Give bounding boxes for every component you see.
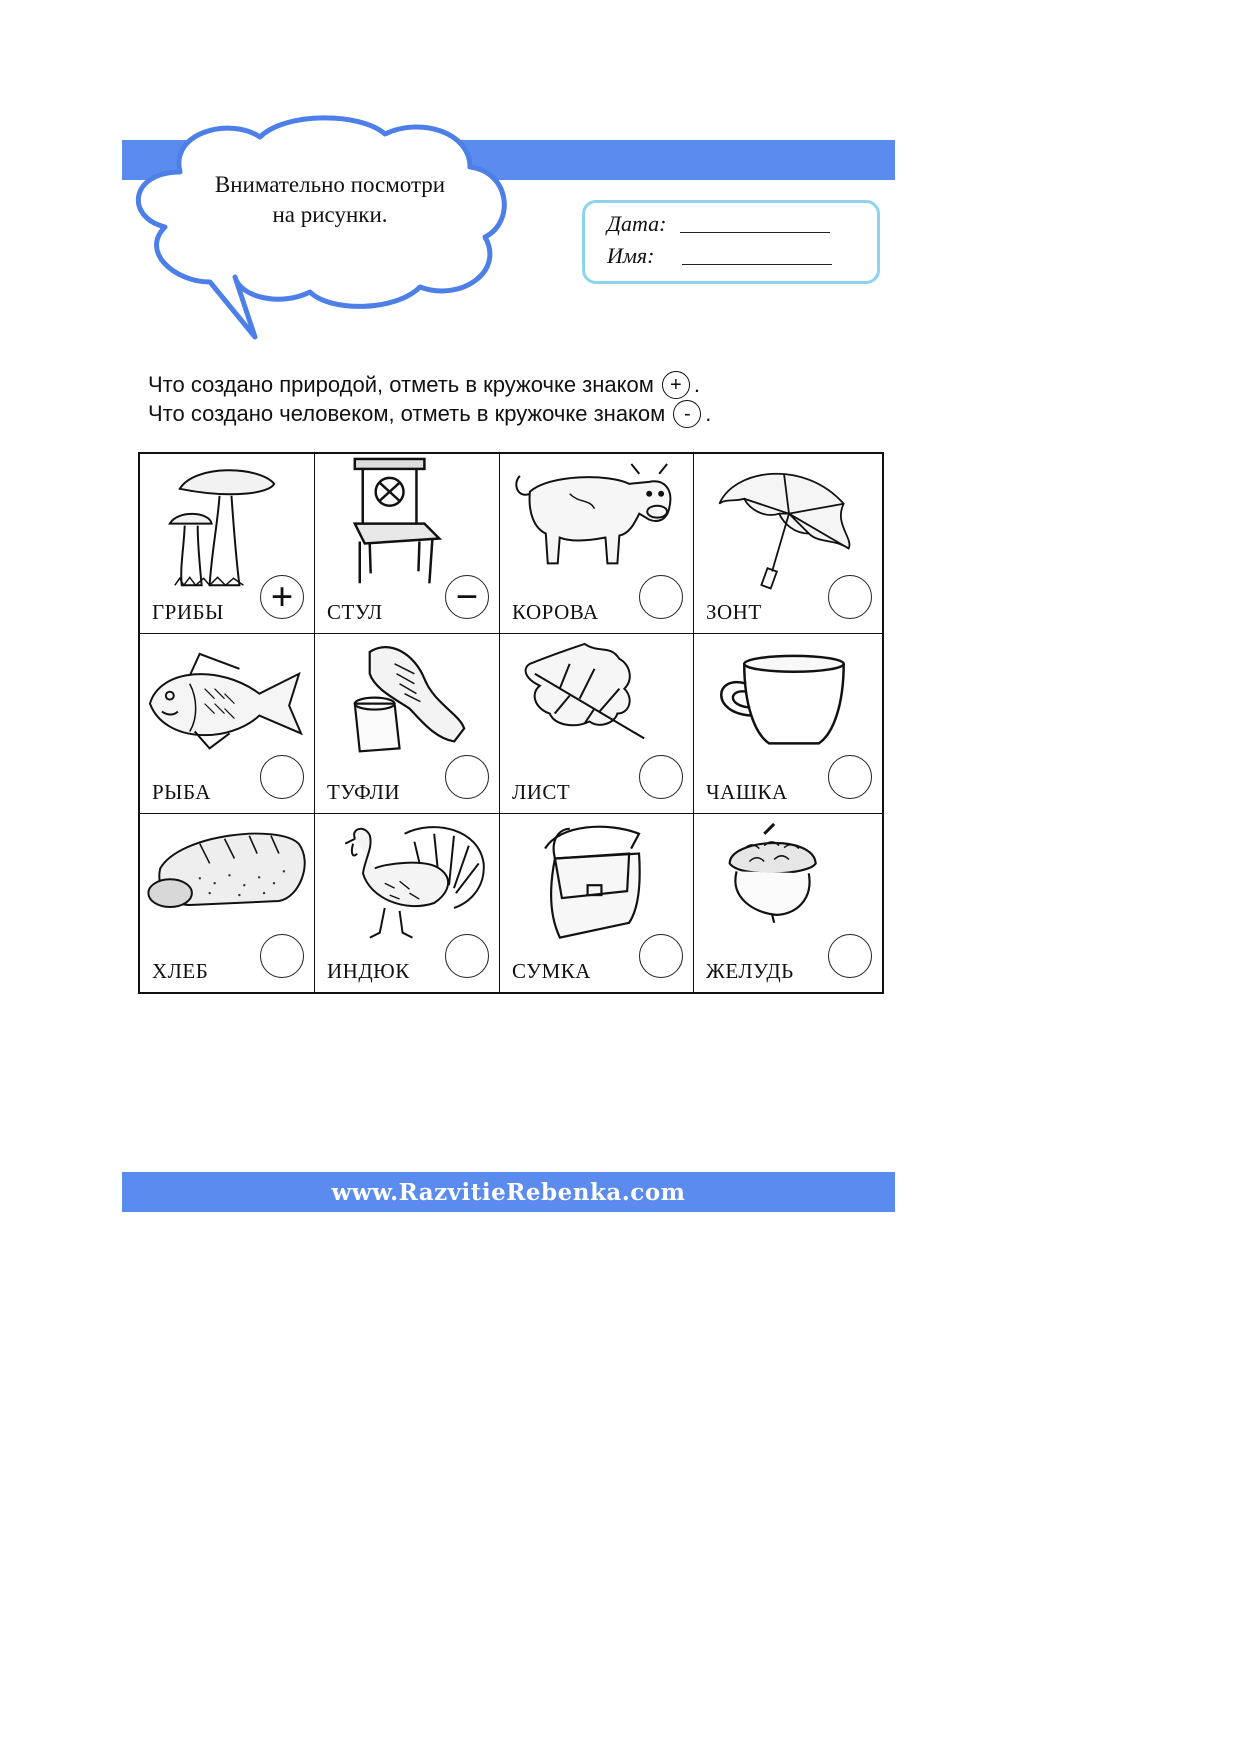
- item-label: ЖЕЛУДЬ: [706, 959, 794, 983]
- date-line[interactable]: [680, 231, 830, 233]
- cell-shoes: [315, 634, 500, 814]
- answer-circle[interactable]: [260, 755, 304, 799]
- item-label: ЗОНТ: [706, 600, 762, 624]
- cloud-line-2: на рисунки.: [272, 202, 388, 227]
- site-url: www.RazvitieRebenka.com: [331, 1178, 686, 1206]
- answer-circle[interactable]: [445, 755, 489, 799]
- cell-leaf: [500, 634, 694, 814]
- cell-acorn: [694, 814, 882, 992]
- item-label: ЛИСТ: [512, 780, 571, 804]
- answer-circle[interactable]: [639, 934, 683, 978]
- cell-bag: [500, 814, 694, 992]
- cell-chair: [315, 454, 500, 634]
- instruction-line-2: Что создано человеком, отметь в кружочке знаком - .: [148, 401, 712, 426]
- instruction-line-1: Что создано природой, отметь в кружочке знаком + .: [148, 372, 701, 397]
- item-label: КОРОВА: [512, 600, 599, 624]
- answer-circle[interactable]: [639, 575, 683, 619]
- plus-sign-icon: +: [662, 371, 690, 399]
- date-label: Дата:: [607, 211, 667, 236]
- instructions: [148, 370, 711, 428]
- item-label: ГРИБЫ: [152, 600, 224, 624]
- item-label: ЧАШКА: [706, 780, 788, 804]
- answer-circle[interactable]: [828, 755, 872, 799]
- cell-cup: [694, 634, 882, 814]
- answer-circle[interactable]: −: [445, 575, 489, 619]
- footer-band: [122, 1172, 895, 1212]
- name-line[interactable]: [682, 263, 832, 265]
- item-label: ХЛЕБ: [152, 959, 209, 983]
- answer-circle[interactable]: [639, 755, 683, 799]
- cell-bread: [140, 814, 315, 992]
- item-label: СУМКА: [512, 959, 591, 983]
- item-label: ТУФЛИ: [327, 780, 401, 804]
- cell-turkey: [315, 814, 500, 992]
- cell-fish: [140, 634, 315, 814]
- answer-circle[interactable]: +: [260, 575, 304, 619]
- item-label: ИНДЮК: [327, 959, 410, 983]
- cell-umbrella: [694, 454, 882, 634]
- item-label: РЫБА: [152, 780, 211, 804]
- date-field: [607, 211, 830, 237]
- item-label: СТУЛ: [327, 600, 383, 624]
- name-label: Имя:: [607, 243, 655, 268]
- date-name-box: [582, 200, 880, 284]
- picture-grid: [138, 452, 884, 994]
- minus-sign-icon: -: [673, 400, 701, 428]
- cell-cow: [500, 454, 694, 634]
- cell-mushroom: [140, 454, 315, 634]
- answer-circle[interactable]: [445, 934, 489, 978]
- cloud-line-1: Внимательно посмотри: [214, 172, 446, 197]
- cloud-text: [180, 170, 480, 230]
- answer-circle[interactable]: [828, 575, 872, 619]
- answer-circle[interactable]: [260, 934, 304, 978]
- name-field: [607, 243, 832, 269]
- answer-circle[interactable]: [828, 934, 872, 978]
